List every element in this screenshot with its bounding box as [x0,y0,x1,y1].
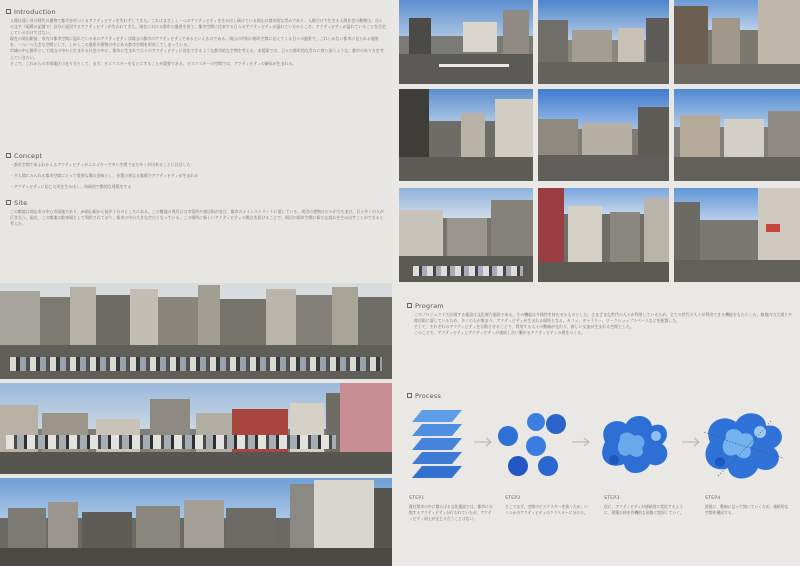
introduction-heading [6,8,56,16]
step4-description: 最後に、動線に沿って開いていくため、連続的な空間を構成する。 [705,504,789,515]
site-panorama-photo-1 [0,283,392,379]
bullet-square-icon [6,200,11,205]
site-heading [6,199,27,207]
street-photo-2 [538,0,669,84]
arrow-right-icon [572,438,589,446]
street-photo-9 [674,188,800,282]
site-text: この敷地は岡山市の中心市街地であり、JR岡山駅から徒歩十分のところにある。この敷地の周辺には市役所や商店街が並び、都市のメインストリートに面している。周辺の建物はビルが立ち並び、日々多くの人が行き交う。現在、この敷地は駐車場として利用されており、都市の中の大きな空白となっている。この場所に新しいアクティビティの拠点を設けることで、周辺の都市空間に新たな流れを生み出すことができると考えた。 [10,209,384,227]
program-heading [407,302,444,310]
program-text: このプロジェクトで計画する施設は文化複合施設である。その機能は多様性を持たせるものとした。さまざまな世代の人々が利用しているため、全ての世代の人々が利用できる機能をもたらした。敷地内は大通りや商店街に面しているため、多くの人が集まり、アクティビティが生まれる場所となる。カフェ、ギャラリー、ワークショップスペースなどを配置した。 そして、それぞれのアクティビティを分散させることで、利用する人々の動線が交わり、新しい交流が生まれる空間とした。 このことで、アクティビティとアクティビティが連続し合い繋がるアクティビティの場をつくる。 [414,312,793,336]
bullet-square-icon [407,393,412,398]
street-photo-6 [674,89,800,181]
process-title: Process [415,392,442,400]
street-photo-3 [674,0,800,84]
concept-heading [6,152,42,160]
bullet-square-icon [6,153,11,158]
street-photo-5 [538,89,669,181]
concept-item: ・都市空間であふれかえるアクティビティがエルゴキーで多い空間でまだ多くが出来ることに注目した [10,162,191,167]
site-panorama-photo-2 [0,383,392,474]
concept-item: ・多人間にみられる都市空間にとって重要な場の意味とし、位置の異なる集積でアクティビティが生まれる [10,173,199,178]
concept-title: Concept [14,152,43,160]
arrow-right-icon [474,438,491,446]
step4-label: STEP4 [705,496,721,501]
step3-description: 次に、アクティビティが連続的に変化するように、建築自体を有機的な形態に変形していく。 [604,504,684,515]
street-photo-8 [538,188,669,282]
step1-description: 既往都市の中に散らばる文化施設では、都市に分散するアクティビティが行われていたが、アクティビティ同士が交じり合うことはない。 [409,504,493,521]
step2-cluster-circles [498,413,566,476]
step3-label: STEP3 [604,496,620,501]
street-photo-1 [399,0,533,84]
bullet-square-icon [407,303,412,308]
bullet-square-icon [6,9,11,14]
arrow-right-icon [682,438,699,446]
step4-organic-blob [704,413,784,478]
step2-label: STEP2 [505,496,521,501]
step2-description: そこでまず、空間のビスクスキーを抜くため、いくつかのアクティビティのクラスターに分ける。 [505,504,589,515]
introduction-text: 人類は遠い昔の時代の遺物で都市を形づくるアクティビティを失わずしてきた。これはまさしく一つのアクティビティを生み出し続けている岡山の都市的な営みであり、人類だけで生きる人間社会の動物は、自らの文字（現場の記憶で）自分に起因するアクティビティが失われてきた。現在における都市の風景を見て、都市空間に往来する日々のアクティビティが溢れているからこそ、アクティビティが溢れていることを否定しているわけではない。 現在の岡山駅前、市内の都市空間に溢れているあのアクティビティは岡山の都市のアクティビティであるといえるのである。岡山の市街の都市空間に見えてくる日々の風景で、これしかない都市に見られる風景を、一つ一つ大きな空間として、しかしこの風景の建物の中にある都市空間を形成してしまっている。 市域の中心都市として岡山の中から生まれる社会の中に、都市に生まれて日々のアクティビティに対応できるような都市的な空間を考える。本提案では、日々の都市的な営みに寄り添うような、都市のあり方を考えていきたい。 そこで、これからの市街地区の在り方として、まず、ビスクスキーをもとにすることが重要である。ビスクスキーの空間では、アクティビティの継承が生まれる。 [10,18,386,66]
step1-label: STEP1 [409,496,425,501]
site-panorama-photo-3 [0,478,392,566]
process-heading [407,392,441,400]
step3-organic-blob [602,416,667,473]
concept-item: ・アクティビティに応じた形を生み出し、持続的で動的な建築をする [10,184,132,189]
introduction-title: Introduction [14,8,56,16]
program-title: Program [415,302,444,310]
step1-stacked-planes [412,410,462,478]
street-photo-7 [399,188,533,282]
street-photo-4 [399,89,533,181]
site-title: Site [14,199,28,207]
process-diagram [400,402,800,492]
